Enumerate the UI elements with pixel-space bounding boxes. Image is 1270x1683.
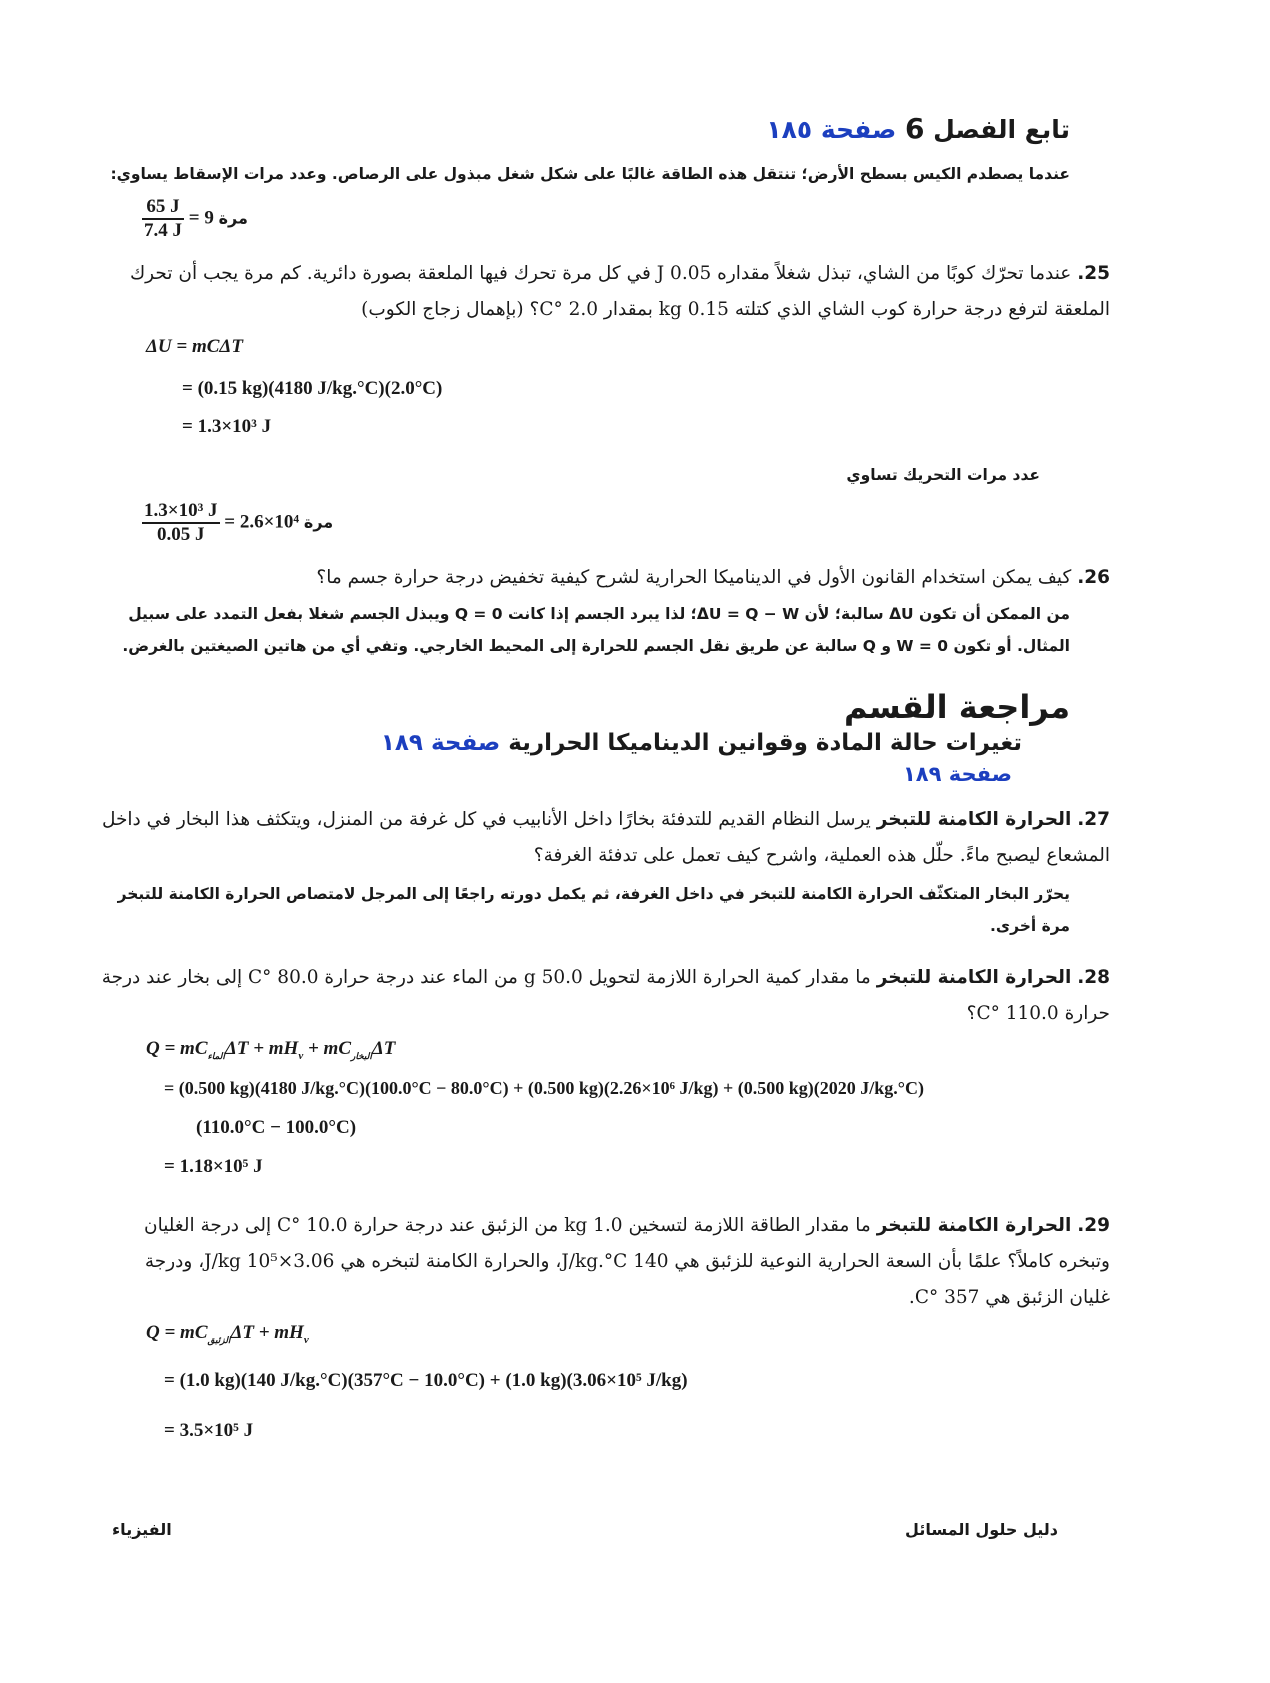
eq-subscript: البخار <box>351 1051 372 1062</box>
question-28 <box>100 960 1110 1032</box>
question-26 <box>100 560 1110 596</box>
chapter-header <box>170 112 1070 145</box>
page-reference: صفحة ١٨٥ <box>766 115 897 144</box>
footer-title: دليل حلول المسائل <box>905 1520 1058 1539</box>
q25-label: عدد مرات التحريك تساوي <box>846 466 1040 484</box>
question-number: 29. <box>1077 1215 1110 1236</box>
intro-equation <box>142 196 248 242</box>
footer-subject: الفيزياء <box>112 1520 172 1539</box>
question-number: 25. <box>1077 263 1110 284</box>
page-reference: صفحة ١٨٩ <box>380 730 501 756</box>
q25-eq1: ΔU = mCΔT <box>146 336 243 357</box>
eq-subscript: الماء <box>207 1051 225 1062</box>
question-topic: الحرارة الكامنة للتبخر <box>876 1215 1072 1236</box>
question-text: كيف يمكن استخدام القانون الأول في الديناميكا الحرارية لشرح كيفية تخفيض درجة حرارة جسم ما؟ <box>316 567 1072 588</box>
eq-subscript: v <box>298 1049 304 1062</box>
question-text: عندما تحرّك كوبًا من الشاي، تبذل شغلاً مقداره 0.05 J في كل مرة تحرك فيها الملعقة بصورة دائرية. كم مرة يجب أن تحرك الملعقة لترفع درجة حرارة كوب الشاي الذي كتلته 0.15 kg بمقدار 2.0 °C؟ (بإهمال زجاج الكوب) <box>129 263 1110 320</box>
intro-unit: مرة <box>218 208 248 228</box>
eq-part: Q = mC <box>146 1038 208 1059</box>
question-25 <box>100 256 1110 328</box>
chapter-number: 6 <box>904 112 925 145</box>
eq-part: Q = mC <box>146 1322 208 1343</box>
q25-equation <box>142 500 333 546</box>
question-text: ما مقدار كمية الحرارة اللازمة لتحويل 50.0 g من الماء عند درجة حرارة 80.0 °C إلى بخار عند درجة حرارة 110.0 °C؟ <box>101 967 1110 1024</box>
q29-eq1 <box>146 1322 309 1346</box>
q26-answer: من الممكن أن تكون ΔU سالبة؛ لأن ΔU = Q − W؛ لذا يبرد الجسم إذا كانت Q = 0 ويبذل الجسم شغلا بفعل التمدد على سبيل المثال. أو تكون W = 0 و Q سالبة عن طريق نقل الجسم للحرارة إلى المحيط الخارجي. وتفي أي من هاتين الصيغتين بالغرض. <box>122 605 1070 655</box>
question-27 <box>100 802 1110 874</box>
question-number: 28. <box>1077 967 1110 988</box>
question-topic: الحرارة الكامنة للتبخر <box>876 967 1072 988</box>
question-text: ما مقدار الطاقة اللازمة لتسخين 1.0 kg من الزئبق عند درجة حرارة 10.0 °C إلى درجة الغليان وتبخره كاملاً؟ علمًا بأن السعة الحرارية النوعية للزئبق هي 140 J/kg.°C، والحرارة الكامنة لتبخره هي 3.06×10⁵ J/kg، ودرجة غليان الزئبق هي 357 °C. <box>144 1215 1110 1308</box>
eq-subscript: الزئبق <box>207 1335 231 1346</box>
fraction-numerator: 65 J <box>142 196 184 220</box>
q28-eq2: = (0.500 kg)(4180 J/kg.°C)(100.0°C − 80.0°C) + (0.500 kg)(2.26×10⁶ J/kg) + (0.500 kg)(2020 J/kg.°C) <box>164 1078 924 1098</box>
q25-result: = 2.6×10⁴ <box>224 511 300 533</box>
eq-subscript: v <box>303 1333 309 1346</box>
q28-eq4: = 1.18×10⁵ J <box>164 1156 263 1177</box>
question-29 <box>100 1208 1110 1316</box>
section-title: مراجعة القسم <box>843 688 1070 726</box>
page-reference-2: صفحة ١٨٩ <box>902 762 1012 786</box>
question-topic: الحرارة الكامنة للتبخر <box>876 809 1072 830</box>
q25-unit: مرة <box>303 512 334 532</box>
q29-eq2: = (1.0 kg)(140 J/kg.°C)(357°C − 10.0°C) + (1.0 kg)(3.06×10⁵ J/kg) <box>164 1370 688 1391</box>
chapter-continued: تابع الفصل <box>933 115 1070 144</box>
question-text: يرسل النظام القديم للتدفئة بخارًا داخل الأنابيب في كل غرفة من المنزل، ويتكثف هذا البخار في داخل المشعاع ليصبح ماءً. حلّل هذه العملية، واشرح كيف تعمل على تدفئة الغرفة؟ <box>101 809 1110 866</box>
eq-part: ΔT <box>371 1038 396 1059</box>
q27-answer: يحرّر البخار المتكثّف الحرارة الكامنة للتبخر في داخل الغرفة، ثم يكمل دورته راجعًا إلى المرجل لامتصاص الحرارة الكامنة للتبخر مرة أخرى. <box>117 885 1070 935</box>
subtitle-text: تغيرات حالة المادة وقوانين الديناميكا الحرارية <box>508 730 1022 756</box>
intro-text: عندما يصطدم الكيس بسطح الأرض؛ تنتقل هذه الطاقة غالبًا على شكل شغل مبذول على الرصاص. وعدد مرات الإسقاط يساوي: <box>110 165 1070 183</box>
fraction-numerator: 1.3×10³ J <box>142 500 220 524</box>
q25-fraction <box>142 500 220 546</box>
fraction-denominator: 7.4 J <box>144 220 182 241</box>
eq-part: ΔT + mH <box>224 1038 299 1059</box>
fraction-denominator: 0.05 J <box>157 524 205 545</box>
q28-eq3: (110.0°C − 100.0°C) <box>196 1117 357 1138</box>
question-number: 26. <box>1077 567 1110 588</box>
q25-eq3: = 1.3×10³ J <box>182 416 272 437</box>
intro-result: = 9 <box>188 207 214 229</box>
intro-fraction <box>142 196 184 242</box>
question-number: 27. <box>1077 809 1110 830</box>
eq-part: + mC <box>303 1038 351 1059</box>
q25-eq2: = (0.15 kg)(4180 J/kg.°C)(2.0°C) <box>182 378 443 399</box>
section-subtitle <box>222 730 1022 756</box>
q29-eq3: = 3.5×10⁵ J <box>164 1420 254 1441</box>
eq-part: ΔT + mH <box>230 1322 304 1343</box>
q28-eq1 <box>146 1038 395 1062</box>
